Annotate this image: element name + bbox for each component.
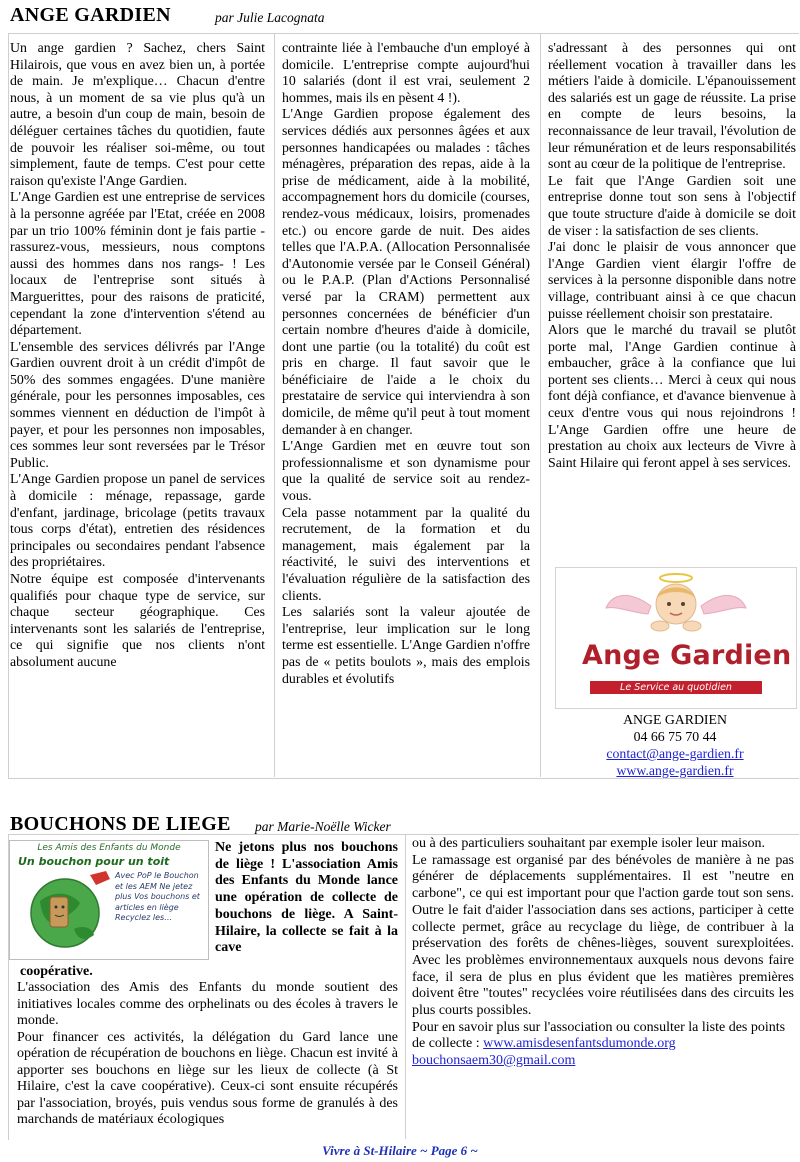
article-column-right — [412, 836, 794, 1136]
article-lead-end: coopérative. — [20, 964, 93, 979]
paragraph: L'ensemble des services délivrés par l'Ange Gardien ouvrent droit à un crédit d'impôt de 50% des sommes engagées. D'une manière générale, pour les personnes imposables, ces sommes viennent en déduction de l'impôt à payer, et pour les personnes non imposables, ces sommes leur sont reversées par le Trésor Public. — [10, 338, 265, 470]
ange-gardien-logo — [555, 567, 797, 709]
article-column-left — [17, 980, 398, 1140]
contact-name: ANGE GARDIEN — [623, 712, 727, 727]
paragraph: L'Ange Gardien propose un panel de services à domicile : ménage, repassage, garde d'enfant, jardinage, bricolage (petits travaux tous corps d'état), entretien des résidences principales ou secondaires pendant l'absence des propriétaires. — [10, 471, 265, 570]
angel-icon — [556, 568, 796, 638]
paragraph: Notre équipe est composée d'intervenants qualifiés pour chaque type de service, sur chaque secteur géographique. Ces intervenants sont les salariés de l'entreprise, ce qui signifie que nos clients n'ont absolument aucune — [10, 571, 265, 669]
aem-image — [9, 840, 209, 960]
paragraph: s'adressant à des personnes qui ont réellement vocation à travailler dans les métiers l'aide à domicile. L'épanouissement des salariés est un gage de réussite. La prise en compte de leurs besoins, la reconnaissance de leur travail, l'évolution de leur rémunération et de leurs responsabilités sont au cœur de la politique de l'entreprise. — [548, 40, 796, 172]
paragraph: contrainte liée à l'embauche d'un employé à domicile. L'entreprise compte aujourd'hui 10 salariés (dont il est vrai, seulement 2 hommes, mais ils en pèsent 4 !). — [282, 40, 530, 105]
paragraph: L'Ange Gardien est une entreprise de services à la personne agréée par l'Etat, créée en 2008 par un trio 100% féminin dont je fais partie -rassurez-vous, messieurs, nous comptons aussi des hommes dans nos rangs- ! Les locaux de l'entreprise sont situés à Marguerittes, pour des raisons de praticité, cependant la zone d'intervention s'étend au département. — [10, 189, 265, 338]
paragraph: Les salariés sont la valeur ajoutée de l'entreprise, leur implication sur le long terme est essentielle. L'Ange Gardien n'offre pas de « petits boulots », mais des emplois durables et évolutifs — [282, 604, 530, 686]
association-email-link[interactable]: bouchonsaem30@gmail.com — [412, 1053, 576, 1069]
aem-image-slogan: Un bouchon pour un toit — [18, 855, 170, 868]
paragraph: Un ange gardien ? Sachez, chers Saint Hilairois, que vous en avez bien un, à portée de main. Je m'explique… Chacun d'entre nous, à un moment de sa vie plus qu'à un autre, a besoin d'un coup de main, besoin de déléguer certaines tâches du quotidien, faute de pouvoir les réaliser soi-même, ou tout simplement, faute de temps. C'est pour cette raison qu'existe l'Ange Gardien. — [10, 40, 265, 188]
aem-image-note: Avec PoP le Bouchon et les AEM Ne jetez plus Vos bouchons et articles en liège Recyclez les… — [115, 871, 200, 922]
paragraph — [412, 1020, 794, 1053]
page-footer: Vivre à St-Hilaire ~ Page 6 ~ — [322, 1143, 478, 1158]
paragraph: L'association des Amis des Enfants du monde soutient des initiatives locales comme des orphelinats ou des écoles à travers le monde. — [17, 980, 398, 1028]
article-author: par Marie-Noëlle Wicker — [255, 819, 391, 834]
article-lead: Ne jetons plus nos bouchons de liège ! L'association Amis des Enfants du Monde lance une opération de collecte de bouchons de liège. A Saint-Hilaire, la collecte se fait à la cave — [215, 840, 398, 956]
paragraph: L'Ange Gardien met en œuvre tout son professionnalisme et son dynamisme pour que la qualité de service soit au rendez-vous. — [282, 438, 530, 504]
contact-phone: 04 66 75 70 44 — [633, 729, 717, 744]
article-header — [0, 4, 800, 30]
paragraph: J'ai donc le plaisir de vous annoncer que l'Ange Gardien vient élargir l'offre de services à la personne disponible dans notre village, contribuant ainsi à ce que chacun puisse réellement choisir son prestataire. — [548, 239, 796, 321]
paragraph: L'Ange Gardien propose également des services dédiés aux personnes âgées et aux personnes handicapées ou malades : tâches ménagères, préparation des repas, aide à la prise de médicament, aide à la mobilité, accompagnement hors du domicile (courses, rendez-vous médicaux, loisirs, promenades etc.) ou encore garde de nuit. Des aides telles que l'A.P.A. (Allocation Personnalisée d'Autonomie versée par le Conseil Général) ou le P.A.P. (Plan d'Actions Personnalisé versé par la CRAM) permettent aux personnes concernées de bénéficier d'un certain nombre d'heures d'aide à domicile, dont une partie (ou la totalité) du coût est pris en charge. Il faut savoir que le bénéficiaire de l'aide a le choix du prestataire de service qui interviendra à son domicile, de même qu'il peut à tout moment demander à en changer. — [282, 106, 530, 437]
article-column-3 — [548, 40, 796, 562]
logo-tagline: Le Service au quotidien — [590, 681, 762, 694]
contact-block — [555, 711, 795, 779]
paragraph: Pour financer ces activités, la délégation du Gard lance une opération de récupération de bouchons en liège. Chacun est invité à apporter ses bouchons en liège sur les lieux de collecte (à St Hilaire, c'est la cave coopérative). Ceux-ci sont ensuite récupérés par l'association, broyés, puis vendus sous forme de granulés à des marchands de matériaux écologiques — [17, 1029, 398, 1127]
paragraph: Alors que le marché du travail se plutôt porte mal, l'Ange Gardien continue à embaucher, grâce à la confiance que lui portent ses clients… Merci à ceux qui nous font déjà confiance, et d'avance bienvenue à ceux d'entre vous qui nous rejoindrons ! L'Ange Gardien offre une heure de prestation au choix aux lecteurs de Vivre à Saint Hilaire qui feront appel à ses services. — [548, 322, 796, 470]
article-title: BOUCHONS DE LIEGE — [10, 813, 231, 835]
paragraph-text: Pour en savoir plus sur l'association ou consulter la liste des points de collecte : — [412, 1019, 786, 1052]
column-divider — [405, 834, 406, 1139]
paragraph: Le ramassage est organisé par des bénévoles de manière à ne pas générer de déplacements supplémentaires. Il est "neutre en carbone", ce qui est important pour que l'action garde tout son sens. Outre le fait d'aider l'association dans ses actions, participer à cette collecte permet, grâce au recyclage du liège, de contribuer à la préservation des forêts de chênes-lièges, souvent surexploitées. Avec les problèmes environnementaux auxquels nous devons faire face, il sera de plus en plus évident que les matières premières doivent être "toutes" recyclées voire réutilisées dans des circuits les plus courts possibles. — [412, 852, 794, 1019]
association-website-link[interactable]: www.amisdesenfantsdumonde.org — [483, 1036, 676, 1052]
paragraph: Cela passe notamment par la qualité du recrutement, de la formation et du management, mais également par la réactivité, le suivi des interventions et l'évaluation régulière de la satisfaction des clients. — [282, 504, 530, 603]
article-title: ANGE GARDIEN — [10, 4, 171, 26]
article-column-2 — [282, 40, 530, 773]
paragraph: ou à des particuliers souhaitant par exemple isoler leur maison. — [412, 836, 766, 851]
contact-email-link[interactable]: contact@ange-gardien.fr — [606, 746, 744, 761]
aem-image-header: Les Amis des Enfants du Monde — [37, 843, 181, 853]
website-link[interactable]: www.ange-gardien.fr — [616, 763, 734, 778]
paragraph — [412, 1053, 794, 1070]
column-divider — [540, 33, 541, 777]
article-column-1 — [10, 40, 265, 773]
paragraph: Le fait que l'Ange Gardien soit une entreprise donne tout son sens à l'objectif que toute structure d'aide à domicile se doit de viser : la satisfaction de ses clients. — [548, 172, 796, 238]
logo-wordmark: Ange Gardien — [582, 640, 792, 671]
article-author: par Julie Lacognata — [215, 10, 325, 25]
column-divider — [274, 33, 275, 777]
